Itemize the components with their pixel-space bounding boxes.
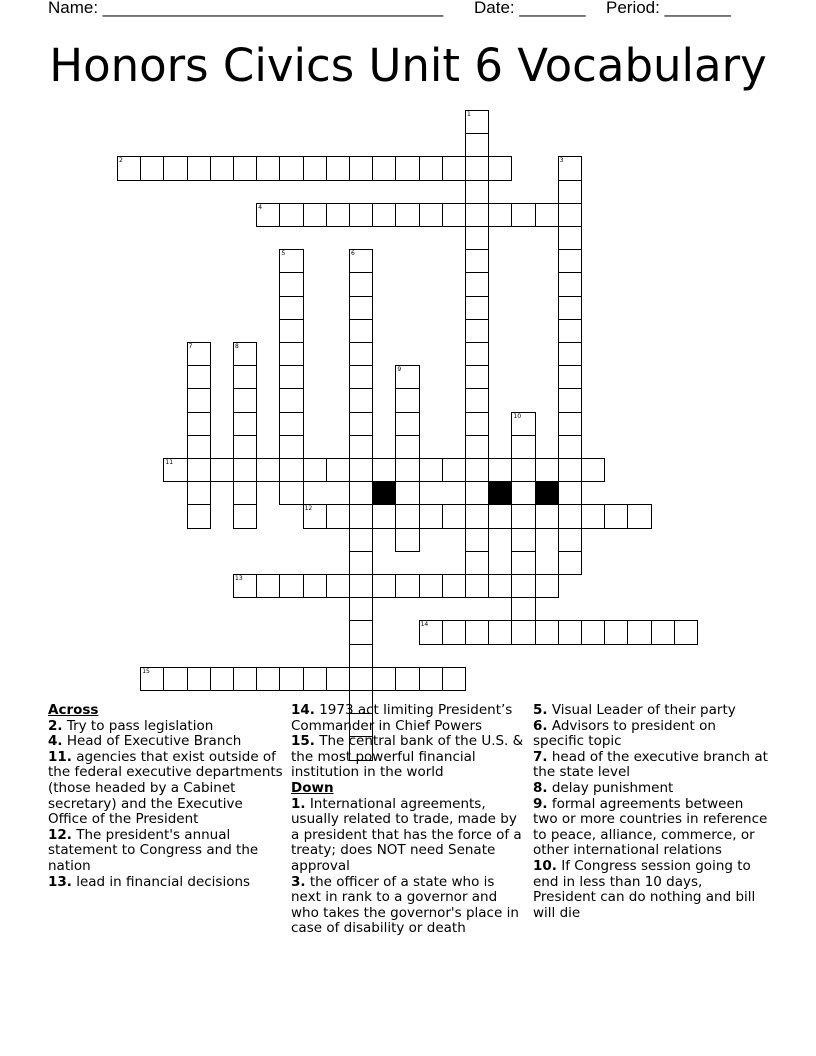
crossword-cell[interactable] [465, 528, 489, 552]
crossword-cell[interactable] [326, 504, 350, 528]
cell-number: 3 [559, 157, 564, 165]
crossword-cell[interactable] [187, 458, 211, 482]
crossword-cell[interactable] [395, 574, 419, 598]
crossword-cell[interactable] [279, 272, 303, 296]
crossword-cell[interactable] [326, 458, 350, 482]
crossword-cell[interactable] [349, 249, 373, 273]
cell-number: 1 [467, 111, 471, 118]
clue-across-14: 14. 1973 act limiting President’s Commander in Chief Powers [291, 702, 513, 734]
crossword-cell[interactable] [395, 412, 419, 436]
cell-number: 10 [513, 412, 522, 420]
cell-number: 4 [258, 203, 263, 211]
crossword-cell[interactable] [465, 272, 489, 296]
crossword-cell[interactable] [349, 435, 373, 459]
crossword-cell[interactable] [303, 504, 327, 528]
crossword-cell[interactable] [465, 342, 489, 366]
crossword-cell[interactable] [349, 481, 373, 505]
crossword-cell[interactable] [349, 597, 373, 621]
crossword-cell[interactable] [372, 667, 396, 691]
crossword-cell[interactable] [604, 620, 628, 644]
date-field[interactable]: Date: _______ [474, 0, 586, 17]
crossword-cell[interactable] [535, 203, 559, 227]
crossword-cell[interactable] [558, 458, 582, 482]
crossword-cell[interactable] [465, 319, 489, 343]
crossword-cell[interactable] [627, 620, 651, 644]
crossword-cell[interactable] [279, 249, 303, 273]
crossword-cell[interactable] [488, 458, 512, 482]
crossword-cell[interactable] [372, 458, 396, 482]
crossword-cell[interactable] [488, 574, 512, 598]
crossword-cell[interactable] [187, 388, 211, 412]
crossword-cell[interactable] [349, 644, 373, 668]
clue-across-4: 4. Head of Executive Branch [48, 733, 242, 750]
crossword-cell[interactable] [558, 272, 582, 296]
crossword-cell[interactable] [419, 458, 443, 482]
period-field[interactable]: Period: _______ [606, 0, 731, 17]
crossword-cell[interactable] [535, 620, 559, 644]
crossword-cell[interactable] [465, 156, 489, 180]
crossword-block [535, 481, 559, 505]
crossword-cell[interactable] [372, 574, 396, 598]
down-heading: Down [291, 779, 334, 796]
crossword-cell[interactable] [465, 504, 489, 528]
crossword-cell[interactable] [303, 574, 327, 598]
crossword-cell[interactable] [256, 203, 280, 227]
crossword-cell[interactable] [349, 342, 373, 366]
crossword-cell[interactable] [442, 203, 466, 227]
crossword-cell[interactable] [465, 226, 489, 250]
crossword-cell[interactable] [558, 528, 582, 552]
crossword-cell[interactable] [279, 481, 303, 505]
crossword-cell[interactable] [279, 435, 303, 459]
crossword-cell[interactable] [511, 597, 535, 621]
crossword-cell[interactable] [395, 435, 419, 459]
crossword-cell[interactable] [279, 388, 303, 412]
crossword-cell[interactable] [581, 620, 605, 644]
crossword-cell[interactable] [465, 365, 489, 389]
clue-down-6: 6. Advisors to president on specific topic [533, 717, 716, 750]
crossword-cell[interactable] [233, 458, 257, 482]
crossword-cell[interactable] [303, 156, 327, 180]
crossword-cell[interactable] [511, 528, 535, 552]
crossword-cell[interactable] [558, 504, 582, 528]
crossword-cell[interactable] [349, 272, 373, 296]
clue-down-5: 5. Visual Leader of their party [533, 702, 736, 718]
crossword-cell[interactable] [511, 435, 535, 459]
crossword-cell[interactable] [627, 504, 651, 528]
crossword-cell[interactable] [419, 203, 443, 227]
crossword-cell[interactable] [326, 203, 350, 227]
crossword-cell[interactable] [210, 667, 234, 691]
cell-number: 2 [119, 157, 123, 165]
crossword-cell[interactable] [326, 156, 350, 180]
crossword-cell[interactable] [465, 203, 489, 227]
crossword-cell[interactable] [558, 319, 582, 343]
crossword-cell[interactable] [465, 133, 489, 157]
clue-down-8: 8. delay punishment [533, 779, 674, 796]
header [0, 0, 816, 22]
crossword-cell[interactable] [233, 342, 257, 366]
crossword-cell[interactable] [581, 504, 605, 528]
clues-col-3 [533, 703, 769, 921]
cell-number: 7 [188, 343, 193, 350]
crossword-cell[interactable] [465, 481, 489, 505]
crossword-cell[interactable] [349, 412, 373, 436]
crossword-cell[interactable] [279, 667, 303, 691]
cell-number: 12 [304, 505, 313, 513]
crossword-cell[interactable] [256, 156, 280, 180]
crossword-cell[interactable] [279, 319, 303, 343]
crossword-cell[interactable] [349, 319, 373, 343]
crossword-cell[interactable] [279, 412, 303, 436]
crossword-cell[interactable] [233, 481, 257, 505]
crossword-cell[interactable] [419, 156, 443, 180]
clue-down-1: 1. International agreements, usually related to trade, made by a president that has the force of a treaty; does NOT need Senate approval [291, 795, 522, 874]
crossword-cell[interactable] [303, 667, 327, 691]
crossword-cell[interactable] [465, 180, 489, 204]
crossword-cell[interactable] [233, 412, 257, 436]
clues-col-1 [48, 703, 284, 890]
clue-across-11: 11. agencies that exist outside of the federal executive departments (those headed by a Cabinet secretary) and the Executive Office of the President [48, 748, 283, 828]
crossword-cell[interactable] [558, 620, 582, 644]
crossword-cell[interactable] [395, 504, 419, 528]
crossword-cell[interactable] [349, 574, 373, 598]
page-title: Honors Civics Unit 6 Vocabulary [49, 39, 767, 92]
crossword-cell[interactable] [465, 458, 489, 482]
crossword-cell[interactable] [674, 620, 698, 644]
crossword-cell[interactable] [604, 504, 628, 528]
crossword-cell[interactable] [233, 388, 257, 412]
crossword-cell[interactable] [395, 388, 419, 412]
crossword-cell[interactable] [558, 226, 582, 250]
crossword-cell[interactable] [465, 551, 489, 575]
crossword-cell[interactable] [442, 667, 466, 691]
crossword-cell[interactable] [187, 365, 211, 389]
crossword-cell[interactable] [442, 574, 466, 598]
crossword-cell[interactable] [210, 458, 234, 482]
crossword-cell[interactable] [140, 667, 164, 691]
crossword-cell[interactable] [233, 504, 257, 528]
crossword-cell[interactable] [187, 412, 211, 436]
crossword-cell[interactable] [279, 342, 303, 366]
crossword-cell[interactable] [372, 156, 396, 180]
crossword-cell[interactable] [233, 667, 257, 691]
crossword-cell[interactable] [349, 203, 373, 227]
crossword-cell[interactable] [558, 342, 582, 366]
crossword-cell[interactable] [465, 296, 489, 320]
crossword-cell[interactable] [233, 365, 257, 389]
crossword-cell[interactable] [303, 203, 327, 227]
cell-number: 14 [420, 621, 429, 629]
crossword-cell[interactable] [395, 481, 419, 505]
crossword-cell[interactable] [535, 504, 559, 528]
crossword-cell[interactable] [465, 574, 489, 598]
crossword-cell[interactable] [117, 156, 141, 180]
clue-down-9: 9. formal agreements between two or more countries in reference to peace, alliance, commerce, or other international relations [533, 795, 768, 859]
crossword-cell[interactable] [511, 458, 535, 482]
crossword-cell[interactable] [210, 156, 234, 180]
crossword-cell[interactable] [349, 365, 373, 389]
clue-down-3: 3. the officer of a state who is next in rank to a governor and who takes the governor's place in case of disability or death [291, 873, 519, 937]
cell-number: 13 [235, 575, 243, 582]
name-field[interactable]: Name: ____________________________________ [48, 0, 444, 17]
crossword-cell[interactable] [187, 342, 211, 366]
crossword-cell[interactable] [349, 296, 373, 320]
crossword-cell[interactable] [233, 435, 257, 459]
crossword-cell[interactable] [558, 365, 582, 389]
crossword-cell[interactable] [256, 458, 280, 482]
crossword-cell[interactable] [395, 365, 419, 389]
crossword-block [488, 481, 512, 505]
crossword-cell[interactable] [465, 435, 489, 459]
crossword-cell[interactable] [419, 620, 443, 644]
clue-across-2: 2. Try to pass legislation [48, 717, 214, 734]
clue-across-13: 13. lead in financial decisions [48, 873, 251, 890]
crossword-cell[interactable] [326, 667, 350, 691]
crossword-cell[interactable] [442, 620, 466, 644]
crossword-cell[interactable] [558, 435, 582, 459]
crossword-cell[interactable] [465, 249, 489, 273]
crossword-cell[interactable] [442, 504, 466, 528]
cell-number: 8 [235, 343, 239, 350]
crossword-cell[interactable] [465, 110, 489, 134]
crossword-cell[interactable] [279, 156, 303, 180]
crossword-cell[interactable] [256, 574, 280, 598]
crossword-cell[interactable] [419, 574, 443, 598]
crossword-cell[interactable] [233, 574, 257, 598]
crossword-cell[interactable] [395, 528, 419, 552]
crossword-cell[interactable] [349, 388, 373, 412]
cell-number: 9 [397, 366, 402, 374]
crossword-cell[interactable] [279, 574, 303, 598]
crossword-block [372, 481, 396, 505]
cell-number: 15 [142, 667, 150, 675]
crossword-cell[interactable] [279, 296, 303, 320]
crossword-cell[interactable] [511, 574, 535, 598]
clue-across-15: 15. The central bank of the U.S. & the most powerful financial institution in the world [291, 733, 524, 781]
crossword-cell[interactable] [511, 504, 535, 528]
crossword-cell[interactable] [256, 667, 280, 691]
crossword-cell[interactable] [395, 667, 419, 691]
crossword-cell[interactable] [187, 504, 211, 528]
crossword-cell[interactable] [140, 156, 164, 180]
crossword-cell[interactable] [279, 203, 303, 227]
crossword-cell[interactable] [326, 574, 350, 598]
crossword-cell[interactable] [187, 435, 211, 459]
crossword-cell[interactable] [511, 412, 535, 436]
crossword-cell[interactable] [558, 249, 582, 273]
crossword-cell[interactable] [395, 458, 419, 482]
crossword-cell[interactable] [558, 412, 582, 436]
crossword-cell[interactable] [372, 504, 396, 528]
crossword-cell[interactable] [419, 504, 443, 528]
clues-col-2 [291, 703, 527, 937]
crossword-cell[interactable] [488, 504, 512, 528]
crossword-cell[interactable] [349, 458, 373, 482]
crossword-cell[interactable] [349, 667, 373, 691]
crossword-cell[interactable] [488, 620, 512, 644]
crossword-cell[interactable] [187, 156, 211, 180]
crossword-cell[interactable] [187, 481, 211, 505]
crossword-cell[interactable] [558, 156, 582, 180]
crossword-cell[interactable] [558, 296, 582, 320]
crossword-cell[interactable] [233, 156, 257, 180]
crossword-cell[interactable] [163, 458, 187, 482]
crossword-cell[interactable] [349, 551, 373, 575]
crossword-cell[interactable] [488, 156, 512, 180]
crossword-cell[interactable] [442, 458, 466, 482]
crossword-cell[interactable] [395, 203, 419, 227]
crossword-cell[interactable] [279, 365, 303, 389]
crossword-cell[interactable] [535, 574, 559, 598]
crossword-cell[interactable] [558, 551, 582, 575]
cell-number: 6 [351, 250, 355, 258]
cell-number: 11 [165, 459, 174, 466]
crossword-cell[interactable] [558, 180, 582, 204]
crossword-cell[interactable] [349, 528, 373, 552]
crossword-cell[interactable] [395, 156, 419, 180]
crossword-cell[interactable] [511, 203, 535, 227]
crossword-cell[interactable] [419, 667, 443, 691]
crossword-cell[interactable] [303, 458, 327, 482]
crossword-cell[interactable] [511, 620, 535, 644]
crossword-cell[interactable] [535, 458, 559, 482]
crossword-cell[interactable] [465, 388, 489, 412]
crossword-cell[interactable] [558, 481, 582, 505]
clue-down-7: 7. head of the executive branch at the state level [533, 748, 768, 781]
crossword-cell[interactable] [558, 203, 582, 227]
clue-down-10: 10. If Congress session going to end in less than 10 days, President can do nothing and bill will die [533, 857, 756, 921]
crossword-cell[interactable] [442, 156, 466, 180]
across-heading: Across [48, 702, 99, 718]
crossword-cell[interactable] [349, 620, 373, 644]
crossword-cell[interactable] [163, 156, 187, 180]
crossword-cell[interactable] [187, 667, 211, 691]
clue-across-12: 12. The president's annual statement to Congress and the nation [48, 826, 259, 874]
crossword-cell[interactable] [558, 388, 582, 412]
crossword-cell[interactable] [511, 551, 535, 575]
crossword-cell[interactable] [488, 203, 512, 227]
crossword-cell[interactable] [349, 156, 373, 180]
crossword-cell[interactable] [651, 620, 675, 644]
crossword-cell[interactable] [465, 412, 489, 436]
cell-number: 5 [281, 250, 286, 258]
crossword-cell[interactable] [163, 667, 187, 691]
crossword-cell[interactable] [279, 458, 303, 482]
crossword-cell[interactable] [372, 203, 396, 227]
crossword-cell[interactable] [349, 504, 373, 528]
crossword-cell[interactable] [465, 620, 489, 644]
crossword-cell[interactable] [581, 458, 605, 482]
crossword-cell[interactable] [511, 481, 535, 505]
